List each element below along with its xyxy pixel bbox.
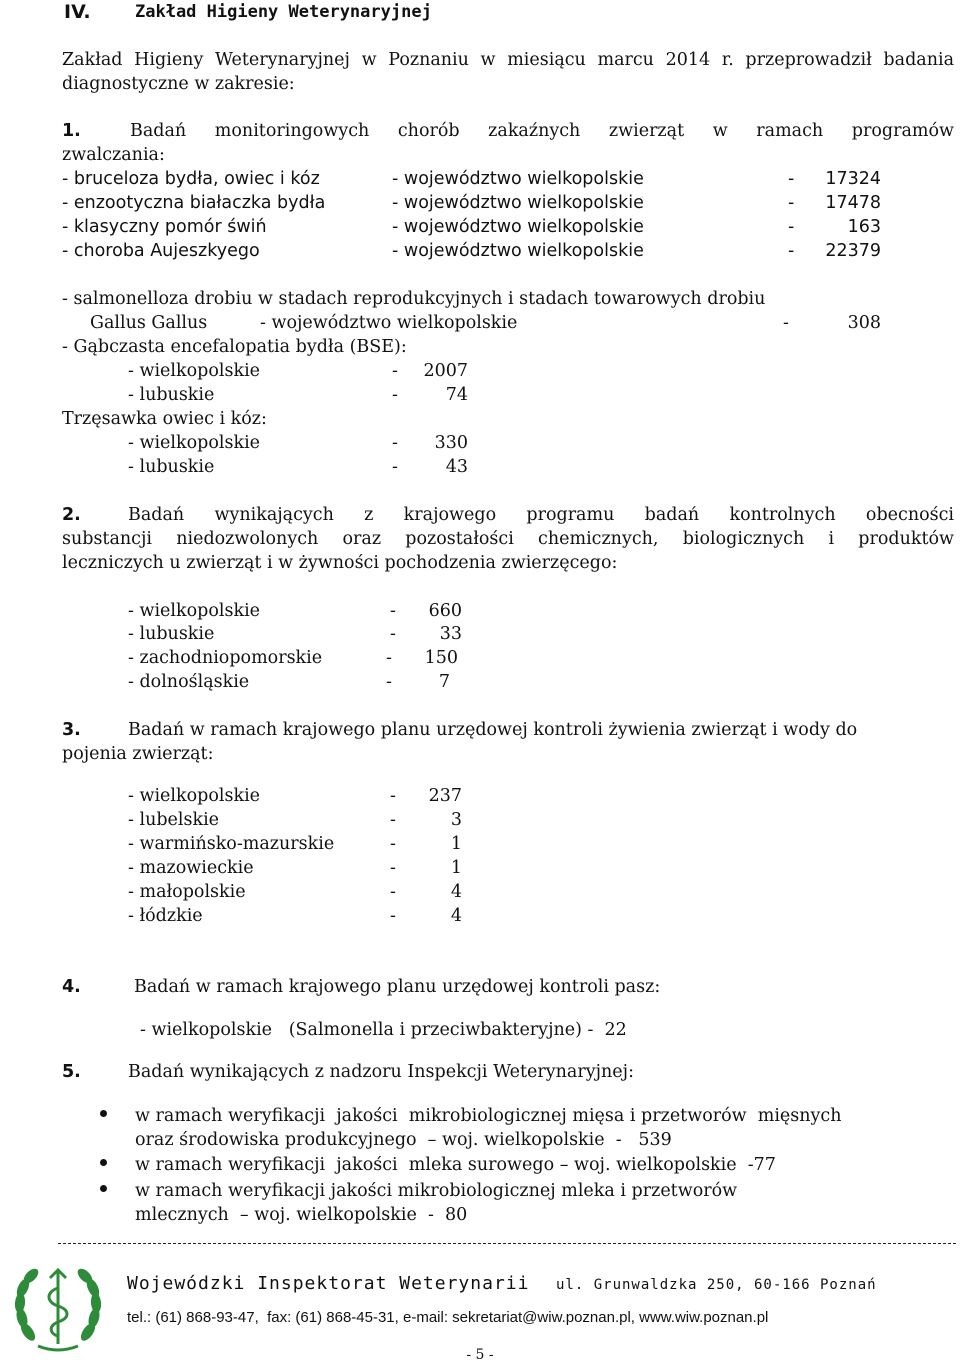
s2-line3: leczniczych u zwierząt i w żywności pochodzenia zwierzęcego:: [62, 553, 618, 573]
bse-region: - wielkopolskie: [128, 361, 261, 381]
bullet-icon: [100, 1110, 107, 1117]
s4-title: Badań w ramach krajowego planu urzędowej kontroli pasz:: [134, 977, 661, 997]
s2-region: - lubuskie: [128, 624, 215, 644]
s2-dash: -: [386, 672, 392, 692]
s3-dash: -: [390, 906, 396, 926]
s5-bullet3-line2: mlecznych – woj. wielkopolskie - 80: [135, 1205, 468, 1225]
s5-bullet3-line1: w ramach weryfikacji jakości mikrobiologicznej mleka i przetworów: [135, 1181, 738, 1201]
disease-dash: -: [788, 241, 795, 261]
laurel-logo-icon: [8, 1262, 108, 1354]
scrapie-title: Trzęsawka owiec i kóz:: [62, 409, 267, 429]
s5-number: 5.: [62, 1062, 81, 1082]
section-title: Zakład Higieny Weterynaryjnej: [135, 2, 432, 22]
s3-dash: -: [390, 858, 396, 878]
footer-divider: [58, 1243, 956, 1244]
s3-value: 1: [450, 858, 462, 878]
disease-dash: -: [788, 169, 795, 189]
salmonella-region: - województwo wielkopolskie: [260, 313, 518, 333]
bullet-icon: [100, 1159, 107, 1166]
s3-dash: -: [390, 882, 396, 902]
s5-title: Badań wynikających z nadzoru Inspekcji Weterynaryjnej:: [128, 1062, 634, 1082]
s2-value: 660: [428, 601, 462, 621]
s1-title-line1: Badań monitoringowych chorób zakaźnych zwierząt w ramach programów: [130, 121, 954, 141]
scrapie-dash: -: [392, 457, 398, 477]
disease-value: 163: [847, 217, 881, 237]
s3-region: - warmińsko-mazurskie: [128, 834, 335, 854]
s2-region: - wielkopolskie: [128, 601, 261, 621]
disease-name: - choroba Aujeszkyego: [62, 241, 260, 261]
scrapie-value: 43: [445, 457, 468, 477]
footer-address: ul. Grunwaldzka 250, 60-166 Poznań: [556, 1277, 877, 1293]
s4-row: - wielkopolskie (Salmonella i przeciwbakteryjne) - 22: [140, 1020, 627, 1040]
disease-value: 22379: [825, 241, 881, 261]
disease-name: - enzootyczna białaczka bydła: [62, 193, 326, 213]
s1-title-line2: zwalczania:: [62, 145, 165, 165]
disease-dash: -: [788, 217, 795, 237]
bse-title: - Gąbczasta encefalopatia bydła (BSE):: [62, 337, 407, 357]
s3-region: - mazowieckie: [128, 858, 254, 878]
s1-number: 1.: [62, 121, 81, 141]
disease-value: 17324: [825, 169, 881, 189]
s2-line1: Badań wynikających z krajowego programu badań kontrolnych obecności: [128, 505, 954, 525]
scrapie-value: 330: [434, 433, 468, 453]
s4-number: 4.: [62, 977, 81, 997]
disease-region: - województwo wielkopolskie: [392, 193, 644, 213]
bse-value: 74: [445, 385, 468, 405]
s5-bullet2: w ramach weryfikacji jakości mleka surowego – woj. wielkopolskie -77: [135, 1155, 776, 1175]
s3-region: - lubelskie: [128, 810, 220, 830]
disease-value: 17478: [825, 193, 881, 213]
footer-contact: tel.: (61) 868-93-47, fax: (61) 868-45-31, e-mail: sekretariat@wiw.poznan.pl, www.wiw.poznan.pl: [127, 1309, 769, 1326]
s3-value: 237: [428, 786, 462, 806]
disease-name: - bruceloza bydła, owiec i kóz: [62, 169, 320, 189]
s3-value: 4: [450, 882, 462, 902]
s3-line1: Badań w ramach krajowego planu urzędowej kontroli żywienia zwierząt i wody do: [128, 720, 858, 740]
bse-dash: -: [392, 361, 398, 381]
s3-value: 3: [450, 810, 462, 830]
s2-value: 33: [439, 624, 462, 644]
salmonella-gallus: Gallus Gallus: [90, 313, 208, 333]
scrapie-region: - lubuskie: [128, 457, 215, 477]
s2-line2: substancji niedozwolonych oraz pozostałości chemicznych, biologicznych i produktów: [62, 529, 954, 549]
scrapie-region: - wielkopolskie: [128, 433, 261, 453]
s2-value: 7: [438, 672, 450, 692]
s3-dash: -: [390, 834, 396, 854]
s2-dash: -: [386, 648, 392, 668]
intro-paragraph: Zakład Higieny Weterynaryjnej w Poznaniu w miesiącu marcu 2014 r. przeprowadził badania diagnostyczne w zakresie:: [62, 50, 954, 94]
disease-name: - klasyczny pomór świń: [62, 217, 267, 237]
page-number: - 5 -: [466, 1347, 494, 1363]
s5-bullet1-line1: w ramach weryfikacji jakości mikrobiologicznej mięsa i przetworów mięsnych: [135, 1106, 842, 1126]
s5-bullet1-line2: oraz środowiska produkcyjnego – woj. wielkopolskie - 539: [135, 1130, 672, 1150]
bse-region: - lubuskie: [128, 385, 215, 405]
s2-region: - dolnośląskie: [128, 672, 250, 692]
bullet-icon: [100, 1185, 107, 1192]
scrapie-dash: -: [392, 433, 398, 453]
s3-region: - łódzkie: [128, 906, 203, 926]
s2-dash: -: [390, 601, 396, 621]
s3-region: - małopolskie: [128, 882, 246, 902]
footer-institution: Wojewódzki Inspektorat Weterynarii: [127, 1273, 530, 1294]
s3-value: 1: [450, 834, 462, 854]
disease-region: - województwo wielkopolskie: [392, 169, 644, 189]
disease-region: - województwo wielkopolskie: [392, 241, 644, 261]
s2-region: - zachodniopomorskie: [128, 648, 323, 668]
disease-dash: -: [788, 193, 795, 213]
s3-value: 4: [450, 906, 462, 926]
s2-value: 150: [424, 648, 458, 668]
s3-region: - wielkopolskie: [128, 786, 261, 806]
disease-region: - województwo wielkopolskie: [392, 217, 644, 237]
s3-dash: -: [390, 810, 396, 830]
section-number: IV.: [64, 1, 91, 23]
bse-value: 2007: [423, 361, 468, 381]
salmonella-line: - salmonelloza drobiu w stadach reprodukcyjnych i stadach towarowych drobiu: [62, 289, 766, 309]
salmonella-value: 308: [847, 313, 881, 333]
s3-number: 3.: [62, 720, 81, 740]
s3-dash: -: [390, 786, 396, 806]
bse-dash: -: [392, 385, 398, 405]
salmonella-dash: -: [783, 313, 789, 333]
s2-number: 2.: [62, 505, 81, 525]
s2-dash: -: [390, 624, 396, 644]
s3-line2: pojenia zwierząt:: [62, 744, 214, 764]
